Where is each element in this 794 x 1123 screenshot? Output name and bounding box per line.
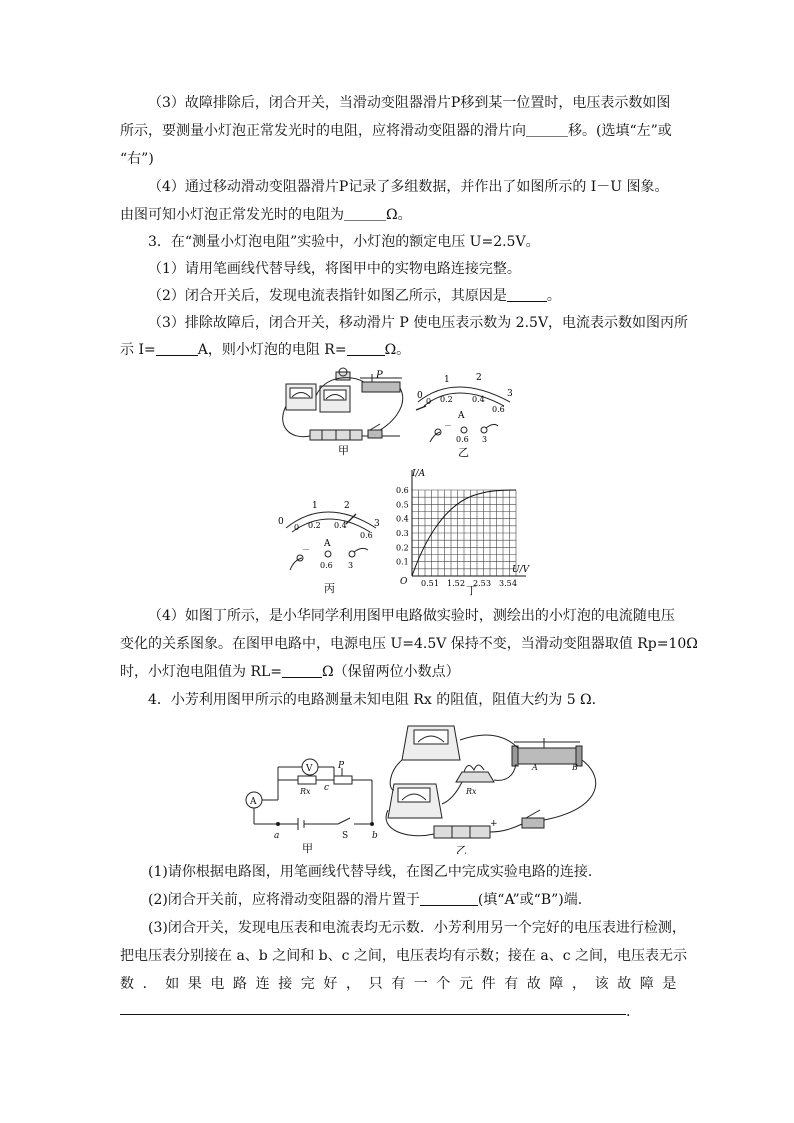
ammeter-device: [320, 386, 350, 412]
q3-part3-line1: （3）排除故障后，闭合开关，移动滑片 P 使电压表示数为 2.5V，电流表示数如图丙所: [148, 315, 689, 331]
q3-part4-line2: 变化的关系图象。在图甲电路中，电源电压 U=4.5V 保持不变，当滑动变阻器取值 Rp=10Ω: [120, 636, 698, 652]
y-tick-label: 0.4: [396, 514, 409, 524]
svg-text:－: －: [444, 421, 452, 430]
svg-text:Rx: Rx: [300, 787, 311, 796]
svg-text:P: P: [376, 370, 383, 381]
x-tick-label: 3: [486, 579, 492, 588]
x-tick-label: 2: [460, 579, 466, 588]
voltmeter-device: [286, 384, 316, 410]
q4-part1: (1)请你根据电路图，用笔画线代替导线，在图乙中完成实验电路的连接.: [148, 864, 593, 880]
answer-blank[interactable]: [420, 891, 478, 906]
q2-part3-line2: 所示，要测量小灯泡正常发光时的电阻，应将滑动变阻器的滑片向＿＿＿移。(选填“左”或: [120, 123, 672, 139]
q3-part1: （1）请用笔画线代替导线，将图甲中的实物电路连接完整。: [148, 261, 521, 277]
q4-figures: [238, 720, 638, 854]
svg-text:B: B: [572, 763, 578, 772]
q4-fig-yi-caption: 乙: [456, 844, 467, 854]
switch: [522, 810, 544, 828]
answer-blank[interactable]: [347, 341, 385, 356]
y-tick-label: 0.3: [396, 529, 409, 538]
svg-text:2: 2: [344, 501, 350, 511]
q3-part2-text: （2）闭合开关后，发现电流表指针如图乙所示，其原因是: [148, 288, 507, 304]
svg-text:－: －: [302, 545, 310, 554]
q2-part4-line1: （4）通过移动滑动变阻器滑片P记录了多组数据，并作出了如图所示的 I－U 图象。: [148, 179, 669, 195]
q3-figures-top: [280, 366, 520, 458]
ammeter-dial-yi: [416, 373, 513, 444]
q3-part2-end: 。: [546, 288, 561, 304]
svg-text:0.6: 0.6: [492, 405, 505, 414]
q4-part2-end: (填“A”或“B”)端.: [477, 892, 583, 908]
x-tick-label: 1: [434, 579, 440, 588]
q2-part3-line3: “右”): [120, 151, 154, 167]
svg-text:0: 0: [426, 397, 432, 406]
svg-text:0.6: 0.6: [320, 561, 333, 570]
svg-text:a: a: [274, 831, 280, 841]
y-tick-label: 0.1: [396, 557, 409, 567]
iu-graph-ding: [396, 469, 531, 597]
battery-holder: [434, 826, 490, 838]
y-tick-label: 0.6: [396, 486, 409, 495]
svg-text:0.2: 0.2: [308, 521, 321, 530]
answer-blank[interactable]: [282, 663, 322, 678]
answer-blank-long[interactable]: [120, 1014, 626, 1015]
svg-text:U/V: U/V: [512, 565, 530, 575]
svg-text:c: c: [324, 783, 330, 793]
svg-text:0.4: 0.4: [472, 395, 485, 404]
y-tick-label: 0.5: [396, 500, 409, 510]
x-tick-label: 1.5: [447, 579, 460, 588]
pointer-needle: [416, 406, 426, 410]
q3-part3-line2: [120, 340, 410, 360]
fig-yi-caption: 乙: [458, 446, 469, 458]
q3-rl-label: 时，小灯泡电阻值为 RL=: [120, 664, 283, 680]
svg-text:0: 0: [278, 517, 284, 527]
svg-text:1: 1: [444, 375, 450, 385]
svg-text:A: A: [250, 797, 257, 807]
q3-part4-line3: [120, 662, 460, 682]
svg-text:O: O: [400, 577, 408, 587]
x-tick-label: 0.5: [421, 579, 434, 588]
q4-part3-line3: 数．如果电路连接完好，只有一个元件有故障，该故障是: [120, 976, 685, 992]
fig-bing-caption: 丙: [324, 582, 335, 595]
svg-text:0: 0: [294, 523, 300, 532]
q4-part2: [148, 890, 582, 910]
svg-text:A: A: [324, 539, 331, 549]
q2-part3-line1: （3）故障排除后，闭合开关，当滑动变阻器滑片P移到某一位置时，电压表示数如图: [148, 95, 671, 111]
svg-text:1: 1: [312, 501, 318, 511]
q4-part3-end: .: [626, 1004, 631, 1020]
svg-text:S: S: [342, 831, 349, 841]
q3-figures-bottom: [276, 466, 536, 598]
svg-text:0.6: 0.6: [360, 531, 373, 540]
q3-rl-unit: Ω（保留两位小数点）: [322, 664, 460, 680]
svg-text:P: P: [338, 761, 345, 771]
q3-ohm-unit: Ω。: [384, 342, 411, 358]
svg-text:0: 0: [417, 391, 423, 401]
answer-blank[interactable]: [156, 341, 198, 356]
q3-stem: 3．在“测量小灯泡电阻”实验中，小灯泡的额定电压 U=2.5V。: [148, 234, 540, 250]
q3-part2: [148, 286, 561, 306]
svg-text:3: 3: [507, 389, 513, 399]
svg-text:3: 3: [348, 561, 354, 570]
battery-holder: [310, 430, 362, 440]
svg-text:3: 3: [374, 519, 380, 529]
ammeter-device: [388, 784, 442, 818]
svg-text:I/A: I/A: [412, 469, 426, 479]
svg-text:+: +: [490, 819, 498, 829]
svg-text:0.6: 0.6: [456, 435, 469, 444]
fig-ding-caption: 丁: [466, 584, 477, 597]
x-tick-label: 3.5: [499, 579, 512, 588]
photo-yi: [386, 726, 596, 838]
svg-text:V: V: [306, 764, 313, 774]
q2-part4-line2: 由图可知小灯泡正常发光时的电阻为＿＿＿Ω。: [120, 207, 412, 223]
svg-text:A: A: [532, 763, 538, 772]
x-tick-label: 4: [512, 579, 518, 588]
fig-jia-caption: 甲: [338, 444, 349, 457]
q3-resistance-label: A，则小灯泡的电阻 R=: [197, 342, 347, 358]
svg-text:A: A: [458, 411, 465, 421]
q3-part4-line1: （4）如图丁所示，是小华同学利用图甲电路做实验时，测绘出的小灯泡的电流随电压: [148, 608, 675, 624]
svg-text:0.4: 0.4: [334, 521, 347, 530]
svg-text:2: 2: [476, 373, 482, 383]
svg-text:Rx: Rx: [466, 787, 477, 796]
svg-text:b: b: [372, 831, 378, 841]
svg-text:0.2: 0.2: [440, 395, 453, 404]
ammeter-dial-bing: [278, 501, 380, 595]
q4-part3-line2: 把电压表分别接在 a、b 之间和 b、c 之间，电压表均有示数；接在 a、c 之间，电压表无示: [120, 948, 687, 964]
switch: [368, 424, 382, 438]
resistor-board: [456, 765, 494, 782]
x-tick-label: 2.5: [473, 579, 486, 588]
svg-text:3: 3: [482, 435, 488, 444]
rheostat: [512, 738, 582, 766]
voltmeter-device: [402, 726, 460, 760]
q4-part2-text: (2)闭合开关前，应将滑动变阻器的滑片置于: [148, 892, 420, 908]
q4-stem: 4．小芳利用图甲所示的电路测量未知电阻 Rx 的阻值，阻值大约为 5 Ω.: [148, 692, 597, 708]
y-tick-label: 0.2: [396, 543, 409, 553]
q4-fig-jia-caption: 甲: [302, 842, 313, 854]
q3-current-label: 示 I=: [120, 342, 156, 358]
schematic-jia: [246, 759, 378, 841]
q4-part3-line1: (3)闭合开关，发现电压表和电流表均无示数．小芳利用另一个完好的电压表进行检测，: [148, 920, 686, 936]
answer-blank[interactable]: [507, 287, 547, 302]
